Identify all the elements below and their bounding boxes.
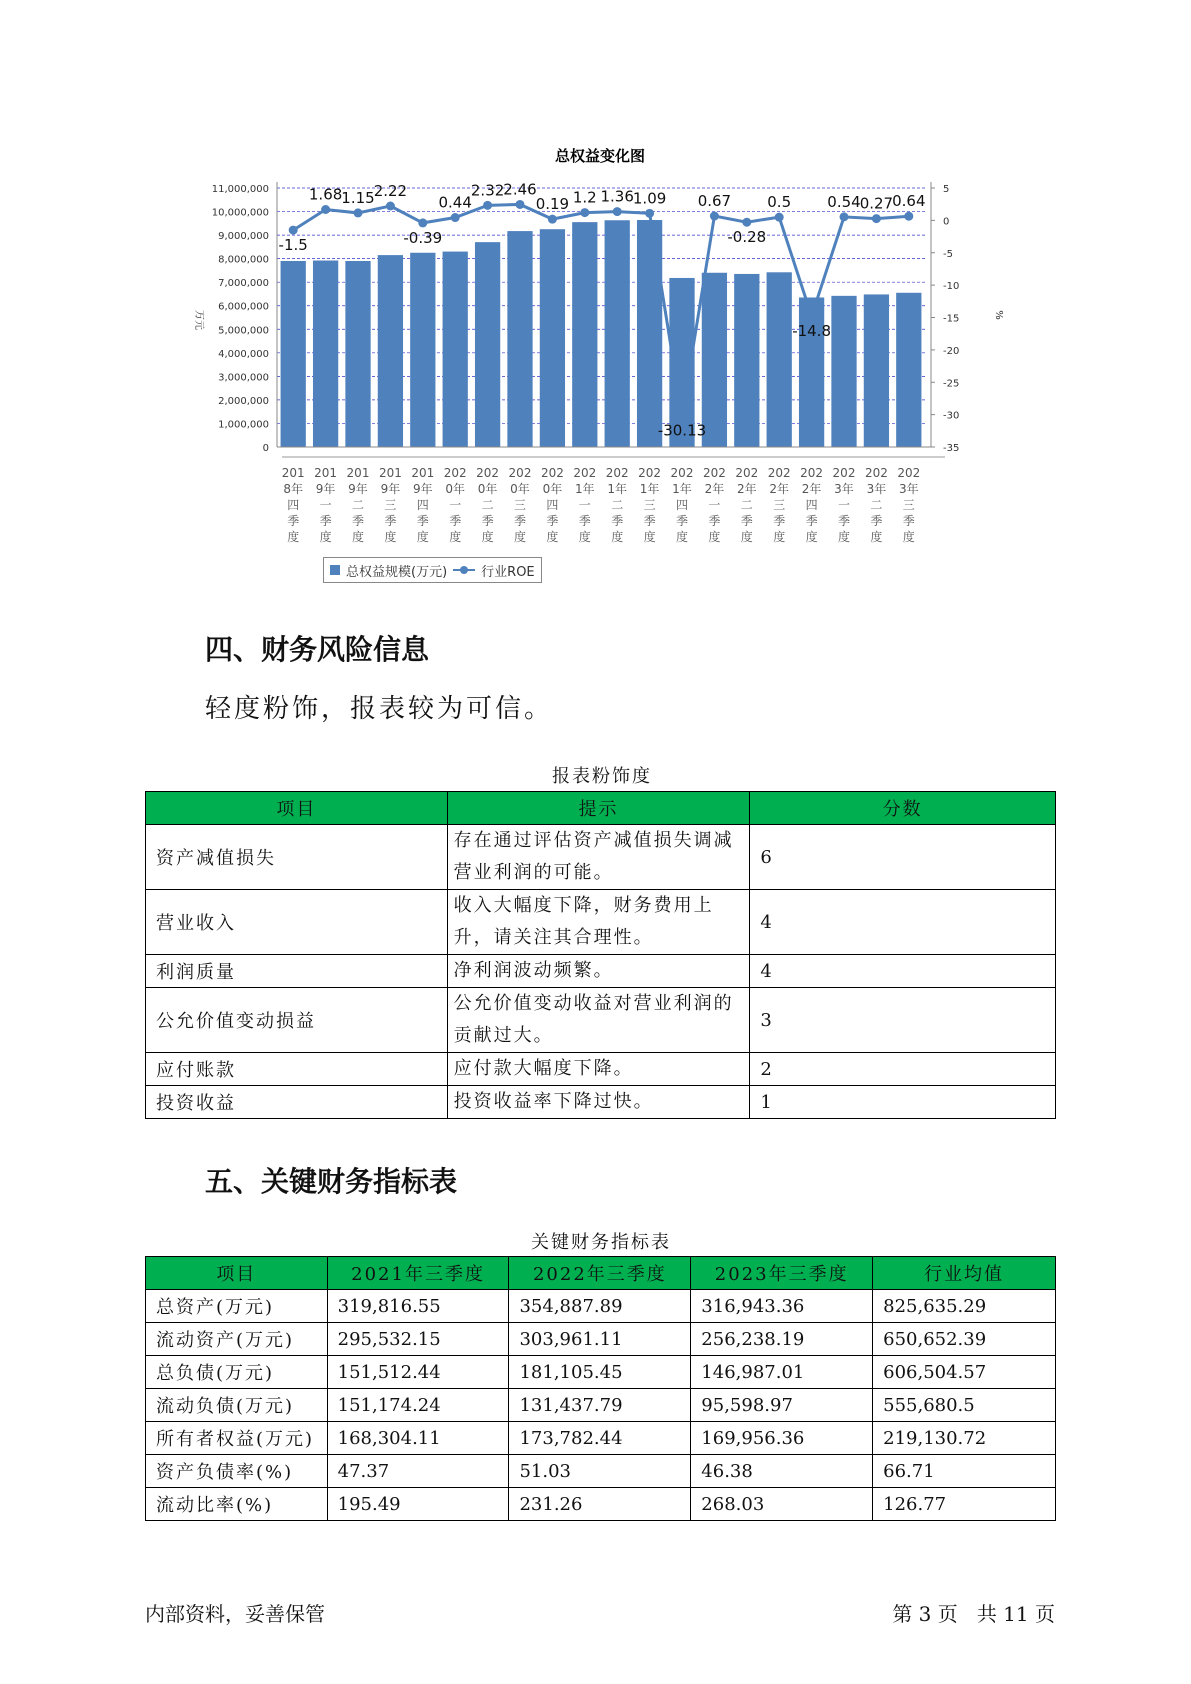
table-row — [146, 1053, 1056, 1086]
x-tick-label: 度 — [351, 530, 365, 544]
x-tick-label: 季 — [773, 514, 786, 528]
x-tick-label: 度 — [805, 530, 818, 544]
x-tick-label: 201 — [378, 466, 402, 480]
bar — [864, 294, 889, 447]
roe-point — [451, 213, 460, 222]
kpi-value: 151,512.44 — [327, 1356, 509, 1389]
legend-line-swatch — [453, 565, 475, 575]
roe-data-label: 1.09 — [632, 189, 667, 208]
x-tick-label: 3年 — [898, 482, 919, 496]
bar — [410, 253, 435, 447]
kpi-value: 195.49 — [327, 1488, 509, 1521]
kpi-value: 126.77 — [873, 1488, 1056, 1521]
x-tick-label: 度 — [773, 530, 786, 544]
x-tick-label: 202 — [800, 466, 824, 480]
x-tick-label: 三 — [643, 498, 656, 512]
roe-data-label: 0.5 — [767, 193, 792, 212]
y-tick-left: 7,000,000 — [218, 278, 269, 290]
header-2023q3: 2023年三季度 — [691, 1257, 873, 1290]
header-item: 项目 — [146, 792, 448, 825]
x-tick-label: 0年 — [445, 482, 466, 496]
bar — [507, 231, 532, 447]
x-tick-label: 202 — [443, 466, 467, 480]
table-row — [146, 1389, 1056, 1422]
x-tick-label: 二 — [481, 498, 494, 512]
x-tick-label: 二 — [740, 498, 753, 512]
risk-hint: 净利润波动频繁。 — [447, 955, 750, 988]
kpi-value: 354,887.89 — [509, 1290, 691, 1323]
x-tick-label: 季 — [611, 514, 624, 528]
roe-data-label: 1.2 — [572, 188, 597, 207]
x-tick-label: 度 — [740, 530, 753, 544]
x-tick-label: 0年 — [542, 482, 563, 496]
x-tick-label: 季 — [870, 514, 883, 528]
roe-data-label: 0.54 — [827, 192, 861, 211]
roe-point — [840, 212, 849, 221]
kpi-value: 146,987.01 — [691, 1356, 873, 1389]
y-tick-right: -35 — [943, 443, 960, 454]
kpi-value: 219,130.72 — [873, 1422, 1056, 1455]
x-tick-label: 三 — [773, 498, 786, 512]
risk-hint: 存在通过评估资产减值损失调减营业利润的可能。 — [447, 825, 750, 890]
x-tick-label: 二 — [611, 498, 624, 512]
kpi-table-caption: 关键财务指标表 — [531, 1232, 671, 1253]
x-tick-label: 202 — [508, 466, 532, 480]
kpi-value: 256,238.19 — [691, 1323, 873, 1356]
y-tick-right: -10 — [943, 281, 960, 293]
x-tick-label: 1年 — [574, 482, 595, 496]
x-tick-label: 202 — [476, 466, 500, 480]
roe-data-label: -14.8 — [792, 322, 832, 341]
roe-data-label: 2.32 — [470, 181, 505, 200]
table-row — [146, 1086, 1056, 1119]
x-tick-label: 四 — [805, 498, 818, 512]
y-tick-left: 5,000,000 — [218, 325, 269, 337]
equity-chart — [150, 135, 1050, 595]
bar — [767, 272, 792, 447]
x-tick-label: 202 — [897, 466, 921, 480]
bar — [345, 261, 370, 447]
kpi-table-header — [146, 1257, 1056, 1290]
x-tick-label: 2年 — [704, 482, 725, 496]
x-tick-label: 0年 — [510, 482, 530, 496]
x-tick-label: 201 — [411, 466, 435, 480]
x-tick-label: 一 — [837, 498, 851, 512]
risk-item: 营业收入 — [146, 890, 448, 955]
risk-score: 6 — [750, 825, 1056, 890]
kpi-value: 319,816.55 — [327, 1290, 509, 1323]
roe-point — [904, 212, 913, 221]
x-tick-label: 二 — [870, 498, 883, 512]
x-tick-label: 度 — [643, 530, 656, 544]
x-tick-label: 一 — [708, 498, 721, 512]
x-tick-label: 季 — [449, 514, 462, 528]
kpi-value: 95,598.97 — [691, 1389, 873, 1422]
table-row — [146, 1323, 1056, 1356]
kpi-value: 181,105.45 — [509, 1356, 691, 1389]
kpi-label: 总负债(万元) — [146, 1356, 328, 1389]
roe-data-label: 2.22 — [373, 182, 408, 201]
x-tick-label: 1年 — [607, 482, 628, 496]
risk-item: 投资收益 — [146, 1086, 448, 1119]
chart-title: 总权益变化图 — [554, 147, 646, 165]
y-tick-left: 6,000,000 — [218, 301, 269, 313]
x-tick-label: 9年 — [412, 482, 433, 496]
y-tick-left: 1,000,000 — [218, 419, 269, 431]
header-hint: 提示 — [447, 792, 750, 825]
x-tick-label: 202 — [670, 466, 694, 480]
bar — [281, 261, 306, 447]
roe-point — [742, 218, 751, 227]
kpi-label: 总资产(万元) — [146, 1290, 328, 1323]
y-tick-left: 10,000,000 — [211, 207, 269, 219]
x-tick-label: 9年 — [348, 482, 368, 496]
roe-data-label: 1.15 — [341, 188, 375, 207]
x-tick-label: 季 — [805, 514, 818, 528]
x-tick-label: 2年 — [736, 482, 757, 496]
kpi-label: 所有者权益(万元) — [146, 1422, 328, 1455]
bar — [572, 222, 597, 447]
table-row — [146, 1488, 1056, 1521]
y-tick-right: -5 — [943, 248, 953, 260]
y-axis-right-label: % — [993, 310, 1004, 320]
x-tick-label: 度 — [708, 530, 721, 544]
x-tick-label: 度 — [902, 530, 915, 544]
x-tick-label: 3年 — [866, 482, 887, 496]
x-tick-label: 度 — [837, 530, 851, 544]
x-tick-label: 季 — [319, 514, 332, 528]
table-row — [146, 890, 1056, 955]
kpi-value: 606,504.57 — [873, 1356, 1056, 1389]
x-tick-label: 二 — [351, 498, 365, 512]
bar — [605, 220, 630, 447]
x-tick-label: 一 — [449, 498, 462, 512]
kpi-value: 825,635.29 — [873, 1290, 1056, 1323]
x-tick-label: 季 — [902, 514, 915, 528]
x-tick-label: 度 — [546, 530, 559, 544]
roe-point — [710, 212, 719, 221]
kpi-value: 268.03 — [691, 1488, 873, 1521]
section5-heading: 五、关键财务指标表 — [205, 1165, 458, 1198]
kpi-value: 555,680.5 — [873, 1389, 1056, 1422]
x-tick-label: 季 — [740, 514, 753, 528]
x-tick-label: 3年 — [834, 482, 854, 496]
roe-point — [516, 200, 525, 209]
x-tick-label: 202 — [573, 466, 597, 480]
x-tick-label: 202 — [735, 466, 759, 480]
legend-line-label: 行业ROE — [481, 564, 535, 580]
bar — [734, 274, 759, 447]
x-tick-label: 季 — [643, 514, 656, 528]
header-2021q3: 2021年三季度 — [327, 1257, 509, 1290]
bar — [443, 252, 468, 447]
header-score: 分数 — [750, 792, 1056, 825]
kpi-value: 47.37 — [327, 1455, 509, 1488]
x-tick-label: 2年 — [801, 482, 822, 496]
kpi-value: 51.03 — [509, 1455, 691, 1488]
kpi-value: 46.38 — [691, 1455, 873, 1488]
x-tick-label: 度 — [319, 530, 332, 544]
roe-point — [775, 213, 784, 222]
x-tick-label: 202 — [767, 466, 791, 480]
header-industry-avg: 行业均值 — [873, 1257, 1056, 1290]
risk-table-header — [146, 792, 1056, 825]
y-tick-right: -25 — [943, 378, 960, 390]
y-tick-left: 11,000,000 — [211, 184, 269, 195]
x-tick-label: 一 — [319, 498, 332, 512]
kpi-label: 流动负债(万元) — [146, 1389, 328, 1422]
x-tick-label: 9年 — [380, 482, 401, 496]
x-tick-label: 季 — [675, 514, 689, 528]
roe-point — [872, 214, 881, 223]
risk-hint: 应付款大幅度下降。 — [447, 1053, 750, 1086]
x-tick-label: 2年 — [769, 482, 790, 496]
risk-table-caption: 报表粉饰度 — [552, 766, 652, 787]
roe-point — [289, 226, 298, 235]
risk-score: 4 — [750, 955, 1056, 988]
legend-bar-swatch — [330, 565, 340, 575]
y-tick-left: 0 — [262, 443, 269, 454]
kpi-value: 316,943.36 — [691, 1290, 873, 1323]
x-tick-label: 1年 — [639, 482, 660, 496]
risk-score: 4 — [750, 890, 1056, 955]
x-tick-label: 201 — [346, 466, 370, 480]
y-tick-left: 9,000,000 — [218, 231, 269, 243]
risk-hint: 公允价值变动收益对营业利润的贡献过大。 — [447, 988, 750, 1053]
kpi-table — [145, 1256, 1056, 1521]
table-row — [146, 988, 1056, 1053]
x-tick-label: 202 — [832, 466, 856, 480]
roe-point — [354, 208, 363, 217]
y-tick-right: -30 — [943, 410, 960, 422]
x-tick-label: 202 — [540, 466, 564, 480]
roe-data-label: 1.68 — [308, 185, 343, 204]
x-tick-label: 季 — [416, 514, 429, 528]
roe-point — [418, 218, 427, 227]
x-tick-label: 0年 — [477, 482, 498, 496]
roe-data-label: 2.46 — [503, 180, 537, 199]
y-tick-left: 8,000,000 — [218, 254, 269, 266]
x-tick-label: 季 — [578, 514, 591, 528]
section4-heading: 四、财务风险信息 — [205, 633, 430, 666]
roe-point — [321, 205, 330, 214]
roe-data-label: 0.27 — [859, 194, 894, 213]
roe-data-label: -30.13 — [657, 421, 707, 440]
x-tick-label: 四 — [287, 498, 300, 512]
x-tick-label: 9年 — [315, 482, 336, 496]
table-row — [146, 1356, 1056, 1389]
bar — [475, 242, 500, 447]
table-row — [146, 955, 1056, 988]
kpi-label: 资产负债率(%) — [146, 1455, 328, 1488]
risk-hint: 收入大幅度下降，财务费用上升，请关注其合理性。 — [447, 890, 750, 955]
risk-item: 应付账款 — [146, 1053, 448, 1086]
kpi-value: 650,652.39 — [873, 1323, 1056, 1356]
x-tick-label: 季 — [708, 514, 721, 528]
risk-hint: 投资收益率下降过快。 — [447, 1086, 750, 1119]
x-tick-label: 201 — [281, 466, 305, 480]
x-tick-label: 一 — [578, 498, 591, 512]
x-tick-label: 度 — [449, 530, 462, 544]
roe-point — [386, 202, 395, 211]
risk-item: 资产减值损失 — [146, 825, 448, 890]
table-row — [146, 1422, 1056, 1455]
roe-point — [678, 411, 687, 420]
x-tick-label: 三 — [384, 498, 397, 512]
roe-point — [613, 207, 622, 216]
bar — [313, 261, 338, 447]
kpi-value: 168,304.11 — [327, 1422, 509, 1455]
roe-data-label: 0.19 — [535, 195, 570, 214]
risk-score: 1 — [750, 1086, 1056, 1119]
roe-data-label: 1.36 — [600, 187, 634, 206]
roe-data-label: -0.39 — [403, 228, 443, 247]
kpi-value: 173,782.44 — [509, 1422, 691, 1455]
table-row — [146, 1455, 1056, 1488]
x-tick-label: 度 — [481, 530, 494, 544]
kpi-value: 169,956.36 — [691, 1422, 873, 1455]
x-tick-label: 8年 — [283, 482, 304, 496]
x-tick-label: 202 — [605, 466, 629, 480]
risk-score: 3 — [750, 988, 1056, 1053]
risk-score: 2 — [750, 1053, 1056, 1086]
x-tick-label: 季 — [351, 514, 365, 528]
roe-point — [548, 215, 557, 224]
roe-data-label: 0.44 — [438, 193, 472, 212]
roe-point — [483, 201, 492, 210]
roe-data-label: 0.64 — [892, 192, 926, 211]
y-tick-right: 5 — [943, 184, 950, 195]
x-tick-label: 度 — [513, 530, 527, 544]
risk-item: 公允价值变动损益 — [146, 988, 448, 1053]
roe-data-label: -0.28 — [727, 228, 767, 247]
footer-note: 内部资料，妥善保管 — [145, 1602, 325, 1626]
x-tick-label: 202 — [702, 466, 726, 480]
kpi-label: 流动资产(万元) — [146, 1323, 328, 1356]
y-tick-right: -20 — [943, 345, 960, 357]
x-tick-label: 季 — [384, 514, 397, 528]
roe-data-label: -1.5 — [278, 236, 308, 255]
bar — [378, 255, 403, 447]
kpi-value: 231.26 — [509, 1488, 691, 1521]
x-tick-label: 度 — [384, 530, 397, 544]
x-tick-label: 四 — [675, 498, 689, 512]
x-tick-label: 三 — [902, 498, 915, 512]
x-tick-label: 度 — [870, 530, 883, 544]
y-tick-left: 2,000,000 — [218, 395, 269, 407]
header-2022q3: 2022年三季度 — [509, 1257, 691, 1290]
bar — [896, 293, 921, 447]
page-number: 第 3 页 共 11 页 — [892, 1602, 1055, 1626]
x-tick-label: 季 — [513, 514, 527, 528]
x-tick-label: 度 — [611, 530, 624, 544]
x-tick-label: 度 — [675, 530, 689, 544]
roe-point — [645, 209, 654, 218]
bar — [637, 220, 662, 447]
kpi-value: 303,961.11 — [509, 1323, 691, 1356]
y-tick-right: -15 — [943, 313, 960, 325]
x-tick-label: 202 — [638, 466, 662, 480]
kpi-value: 131,437.79 — [509, 1389, 691, 1422]
x-tick-label: 1年 — [672, 482, 692, 496]
bar — [540, 229, 565, 447]
x-tick-label: 季 — [481, 514, 494, 528]
y-tick-right: 0 — [943, 216, 950, 228]
risk-item: 利润质量 — [146, 955, 448, 988]
kpi-value: 295,532.15 — [327, 1323, 509, 1356]
x-tick-label: 202 — [864, 466, 888, 480]
header-item: 项目 — [146, 1257, 328, 1290]
x-tick-label: 季 — [546, 514, 559, 528]
x-tick-label: 度 — [416, 530, 429, 544]
table-row — [146, 825, 1056, 890]
equity-chart-svg — [150, 135, 1050, 555]
y-tick-left: 4,000,000 — [218, 348, 269, 360]
x-tick-label: 三 — [513, 498, 527, 512]
chart-legend — [323, 557, 542, 583]
roe-point — [807, 312, 816, 321]
kpi-value: 151,174.24 — [327, 1389, 509, 1422]
x-tick-label: 度 — [578, 530, 591, 544]
table-row — [146, 1290, 1056, 1323]
y-tick-left: 3,000,000 — [218, 372, 269, 384]
x-tick-label: 季 — [287, 514, 300, 528]
risk-summary: 轻度粉饰，报表较为可信。 — [205, 694, 554, 724]
legend-bar-label: 总权益规模(万元) — [346, 564, 448, 580]
y-axis-left-label: 万元 — [193, 310, 204, 330]
x-tick-label: 季 — [837, 514, 851, 528]
kpi-value: 66.71 — [873, 1455, 1056, 1488]
x-tick-label: 四 — [416, 498, 429, 512]
x-tick-label: 四 — [546, 498, 559, 512]
roe-point — [580, 208, 589, 217]
kpi-label: 流动比率(%) — [146, 1488, 328, 1521]
risk-table — [145, 791, 1056, 1119]
bar — [831, 296, 856, 447]
x-tick-label: 201 — [314, 466, 338, 480]
x-tick-label: 度 — [287, 530, 300, 544]
roe-data-label: 0.67 — [697, 192, 732, 211]
